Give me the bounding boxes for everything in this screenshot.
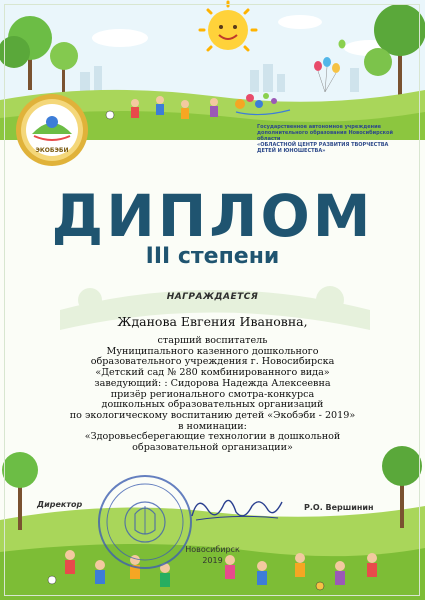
signature-icon [186, 488, 286, 528]
director-label: Директор [37, 500, 83, 509]
detail-line: заведующий: : Сидорова Надежда Алексеевна [94, 377, 331, 389]
recipient-name: Жданова Евгения Ивановна, [117, 314, 308, 329]
detail-line: образовательного учреждения г. Новосибирска [90, 356, 335, 368]
detail-line: «Здоровьесберегающие технологии в дошкольной [84, 431, 341, 443]
organization-line: Государственное автономное учреждение [257, 124, 382, 130]
year-label: 2019 [202, 556, 223, 565]
organization-name [257, 124, 417, 154]
organization-line: дополнительного образования Новосибирской области [257, 130, 393, 142]
detail-line: Муниципального казенного дошкольного [106, 345, 319, 357]
organization-line: ДЕТЕЙ И ЮНОШЕСТВА» [257, 148, 326, 154]
award-details [30, 336, 395, 454]
detail-line: «Детский сад № 280 комбинированного вида» [95, 367, 330, 379]
detail-line: в номинации: [178, 420, 247, 432]
detail-line: образовательной организации» [132, 442, 293, 454]
diploma-title: ДИПЛОМ [51, 182, 374, 250]
detail-line: призёр регионального смотра-конкурса [110, 388, 315, 400]
detail-line: дошкольных образовательных организаций [101, 399, 324, 411]
svg-text:ЭКОБЭБИ: ЭКОБЭБИ [35, 147, 69, 154]
detail-line: по экологическому воспитанию детей «Экобэби - 2019» [69, 409, 356, 421]
awarded-label: НАГРАЖДАЕТСЯ [166, 292, 259, 302]
diploma-degree: III степени [145, 244, 280, 269]
organization-line: «ОБЛАСТНОЙ ЦЕНТР РАЗВИТИЯ ТВОРЧЕСТВА [257, 142, 389, 148]
director-name: Р.О. Вершинин [304, 503, 374, 512]
detail-line: старший воспитатель [157, 335, 268, 346]
ecobaby-medal-icon [14, 92, 90, 168]
city-label: Новосибирск [185, 545, 240, 554]
